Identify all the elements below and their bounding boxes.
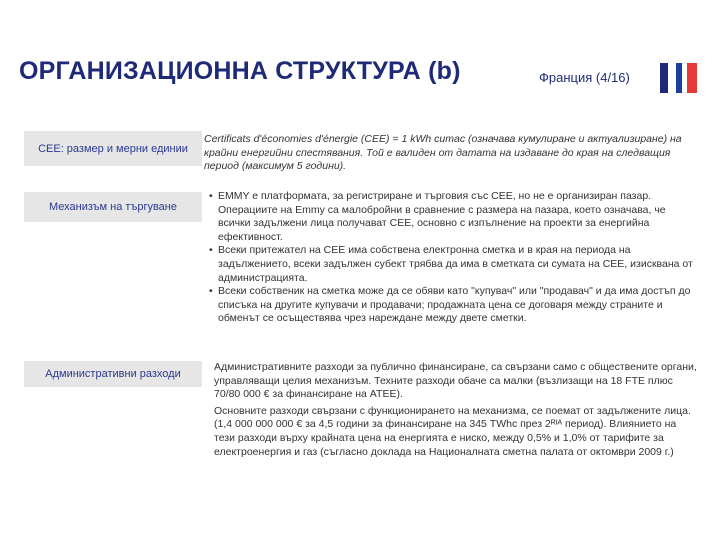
row-label-cee: CEE: размер и мерни единии xyxy=(24,131,202,166)
row-content-cee xyxy=(204,133,704,174)
row-label-trading: Механизъм на търгуване xyxy=(24,192,202,222)
accent-bar xyxy=(660,63,668,93)
row-content-admin-costs xyxy=(214,361,700,459)
page-title: ОРГАНИЗАЦИОННА СТРУКТУРА (b) xyxy=(19,57,461,85)
row-label-admin-costs: Административни разходи xyxy=(24,361,202,387)
row-content-trading xyxy=(209,190,699,326)
trading-bullet: • Всеки притежател на CEE има собствена електронна сметка и в края на периода на задължението, всеки задължен субект трябва да има в сметката си сумата на CEE, изисквана от администрацията. xyxy=(209,244,699,285)
cee-text: Certificats d'économies d'énergie (CEE) = 1 kWh cumac (означава кумулиране и актуализиране) на крайни енергийни спестявания. Той е валиден от датата на издаване до края на следващия период (максимум 5 години). xyxy=(204,133,682,173)
page-subtitle: Франция (4/16) xyxy=(539,70,630,85)
flag-red-stripe xyxy=(687,63,697,93)
admin-paragraph: Основните разходи свързани с функционирането на механизма, се поемат от задължените лица. (1,4 000 000 000 € за 4,5 години за финансиране на 345 TWhc през 2ᴿᴵᴬ период). Влиянието на тези разходи върху крайната цена на енергията е ниско, между 0,5% и 1,0% от тарифите за електроенергия и газ (съгласно доклада на Националната сметна палата от октомври 2009 г.) xyxy=(214,404,691,458)
admin-paragraph: Административните разходи за публично финансиране, са свързани само с обществените органи, управляващи целия механизъм. Техните разходи обаче са малки (възлизащи на 18 FTE плюс 70/80 000 € за финансиране на ATEE). xyxy=(214,361,697,401)
trading-bullet: • Всеки собственик на сметка може да се обяви като "купувач" или "продавач" и да има достъп до списъка на другите купувачи и продавачи; продажната цена се договаря между страните и обменът се осъществява чрез нареждане между двете сметки. xyxy=(209,285,699,326)
trading-bullet: • EMMY е платформата, за регистриране и търговия със CEE, но не е организиран пазар. Операциите на Emmy са малобройни в сравнение с размера на пазара, което означава, че всички задължени лица получават CEE, основно с изпълнение на проекти за енергийна ефективност. xyxy=(209,190,699,244)
